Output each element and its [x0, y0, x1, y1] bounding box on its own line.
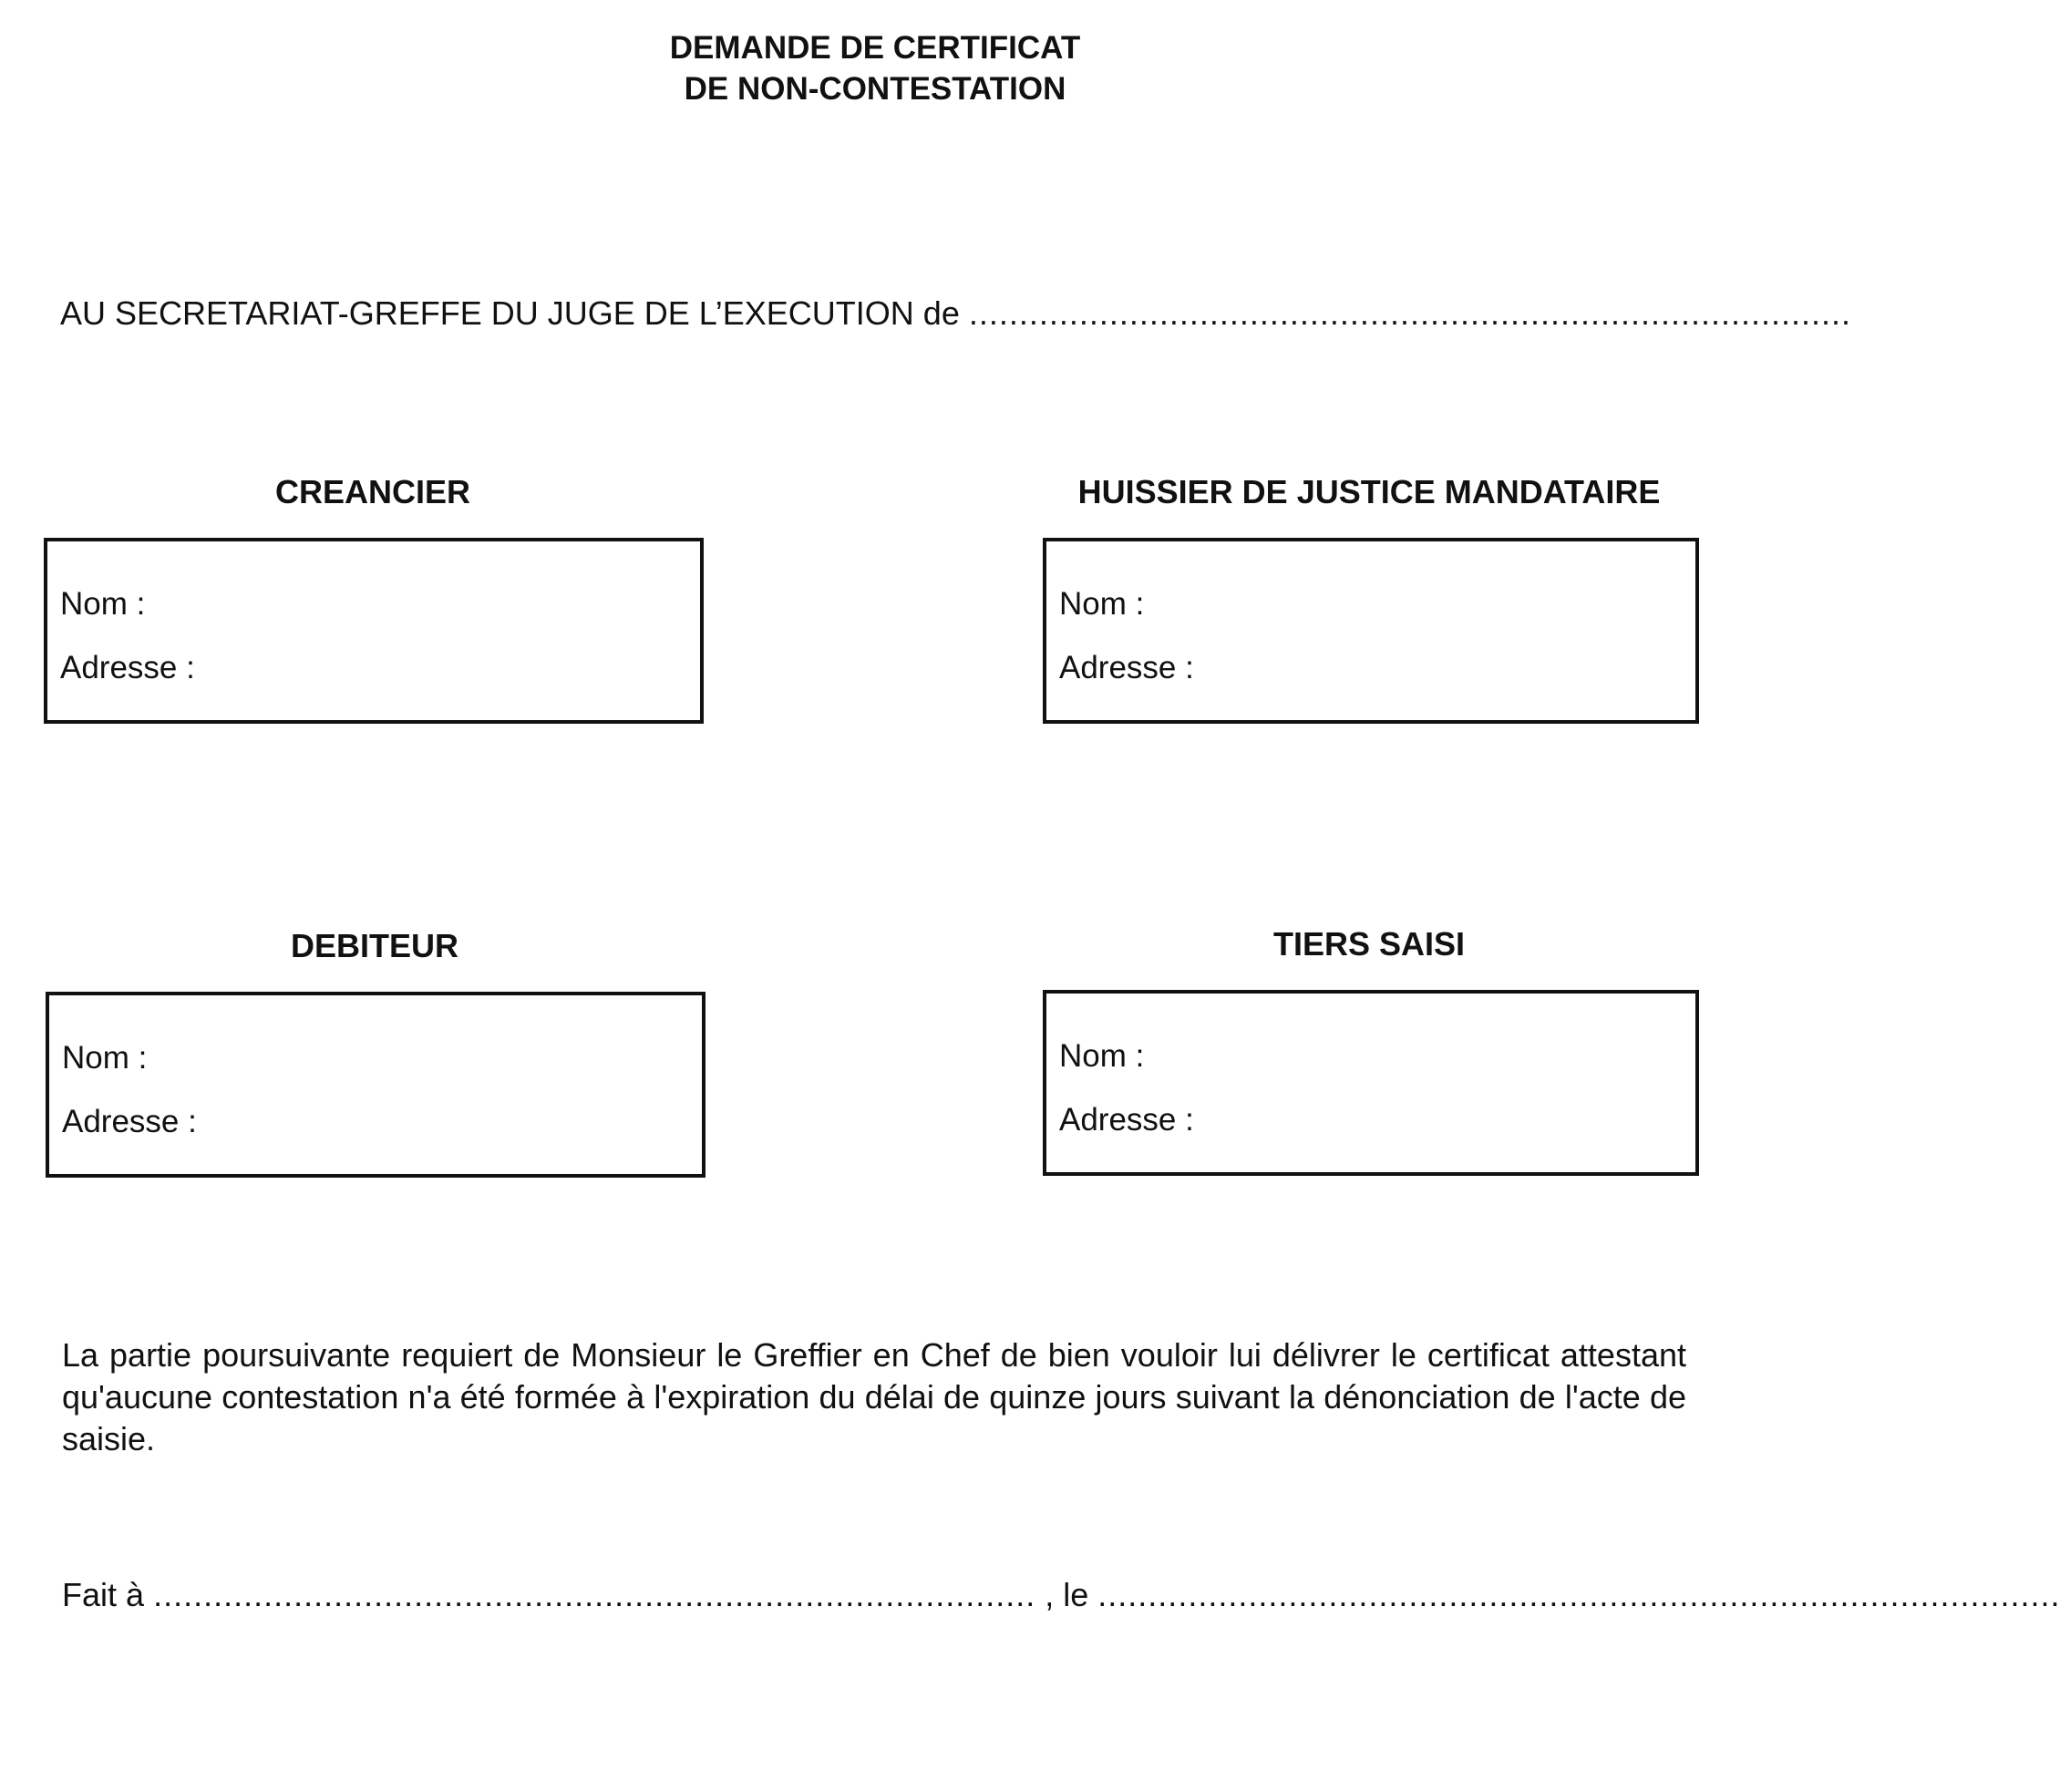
debiteur-box	[46, 992, 706, 1178]
tiers-saisi-box	[1043, 990, 1699, 1176]
creancier-adresse-field[interactable]: Adresse :	[60, 650, 195, 685]
place-label: Fait à	[62, 1576, 145, 1613]
creancier-box	[44, 538, 704, 724]
addressee-fill-line[interactable]: ........................................................................................	[968, 294, 1852, 332]
huissier-adresse-field[interactable]: Adresse :	[1059, 650, 1194, 685]
tiers-saisi-heading: TIERS SAISI	[1272, 925, 1466, 963]
request-paragraph: La partie poursuivante requiert de Monsieur le Greffier en Chef de bien vouloir lui délivrer le certificat attestant qu'aucune contestation n'a été formée à l'expiration du délai de quinze jours suivant la dénonciation de l'acte de saisie.	[62, 1336, 1686, 1457]
debiteur-nom-field[interactable]: Nom :	[62, 1040, 148, 1076]
debiteur-adresse-field[interactable]: Adresse :	[62, 1104, 197, 1139]
tiers-saisi-nom-field[interactable]: Nom :	[1059, 1038, 1145, 1074]
huissier-box	[1043, 538, 1699, 724]
creancier-heading: CREANCIER	[274, 473, 470, 510]
signature-line	[62, 1575, 2060, 1615]
tiers-saisi-adresse-field[interactable]: Adresse :	[1059, 1102, 1194, 1138]
date-fill-line[interactable]: ................................................................................................	[1097, 1576, 2060, 1613]
place-fill-line[interactable]: ........................................................................................	[153, 1576, 1036, 1613]
addressee-label: AU SECRETARIAT-GREFFE DU JUGE DE L’EXECUTION de	[60, 294, 960, 332]
debiteur-heading: DEBITEUR	[290, 927, 458, 964]
date-label: , le	[1045, 1576, 1089, 1613]
huissier-nom-field[interactable]: Nom :	[1059, 586, 1145, 622]
huissier-heading: HUISSIER DE JUSTICE MANDATAIRE	[1077, 473, 1661, 510]
title-line-2: DE NON-CONTESTATION	[684, 71, 1066, 107]
addressee-line	[60, 294, 1851, 334]
title-line-1: DEMANDE DE CERTIFICAT	[669, 30, 1081, 66]
creancier-nom-field[interactable]: Nom :	[60, 586, 146, 622]
document-title	[0, 27, 1750, 109]
